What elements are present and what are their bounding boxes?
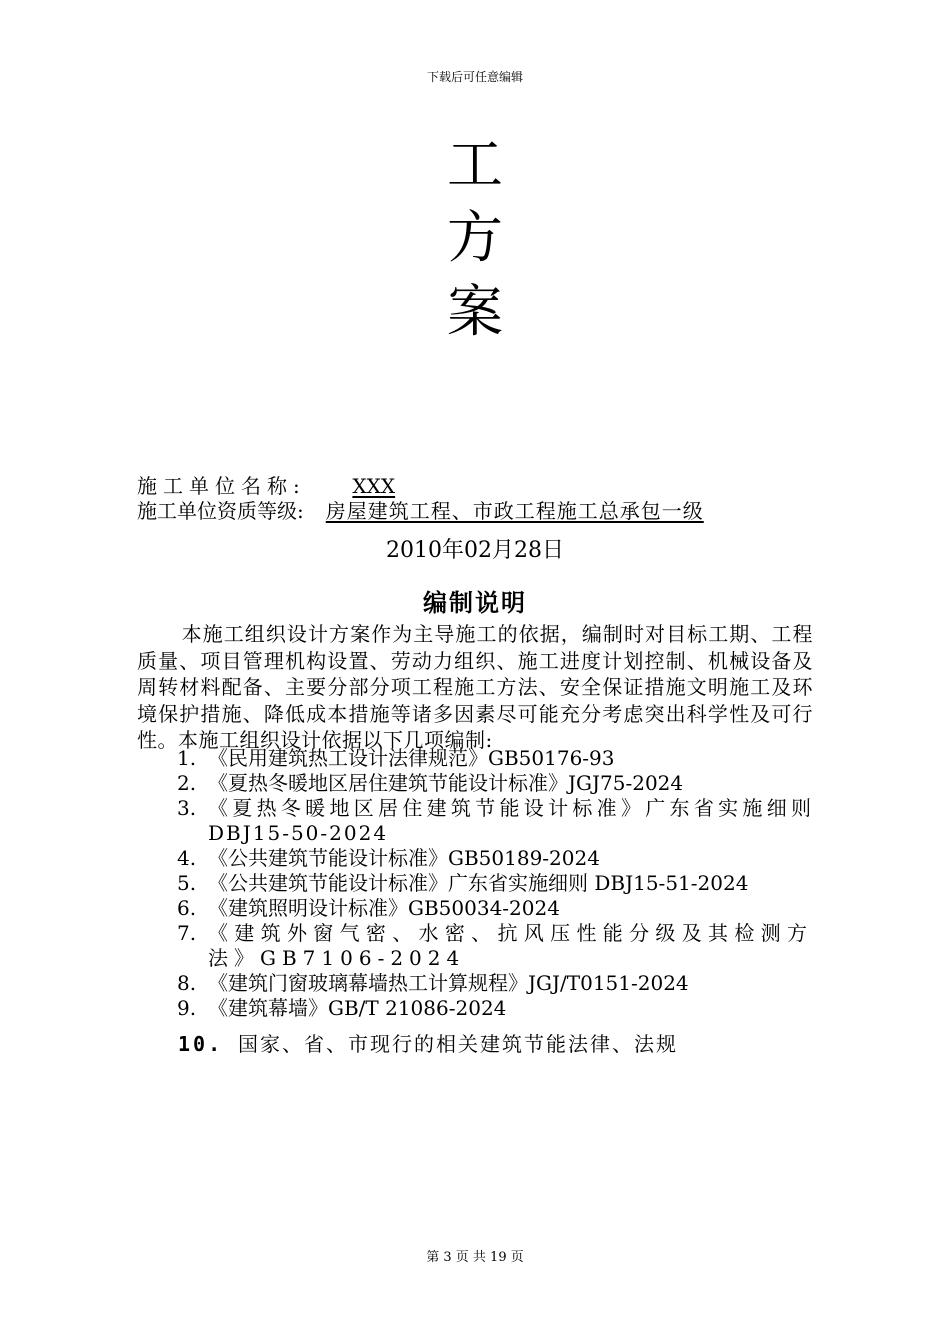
document-date: 2010年02月28日 [386,538,564,563]
list-item-text: 《公共建筑节能设计标准》GB50189-2024 [208,846,600,870]
list-item-text: 《建筑幕墙》GB/T 21086-2024 [208,996,507,1020]
list-item-text: 《夏热冬暖地区居住建筑节能设计标准》JGJ75-2024 [208,771,684,795]
list-item [137,896,813,921]
qualification-value: 房屋建筑工程、市政工程施工总承包一级 [325,499,704,523]
list-item-number: 4. [177,846,197,870]
company-name-label: 施工单位名称: [137,474,306,498]
list-item-text: 《建筑外窗气密、水密、抗风压性能分级及其检测方法》GB7106-2024 [208,921,813,970]
list-item-number: 1. [177,746,197,770]
list-item-text: 《建筑照明设计标准》GB50034-2024 [208,896,560,920]
qualification-label: 施工单位资质等级: [137,499,304,523]
list-item [137,846,813,871]
list-item-number: 5. [177,871,197,895]
list-item-text: 《民用建筑热工设计法律规范》GB50176-93 [208,746,615,770]
list-item [137,871,813,896]
list-item-text: 《夏热冬暖地区居住建筑节能设计标准》广东省实施细则DBJ15-50-2024 [208,796,813,845]
list-item-number: 2. [177,771,197,795]
intro-text: 本施工组织设计方案作为主导施工的依据，编制时对目标工期、工程质量、项目管理机构设置、劳动力组织、施工进度计划控制、机械设备及周转材料配备、主要分部分项工程施工方法、安全保证措施文明施工及环境保护措施、降低成本措施等诸多因素尽可能充分考虑突出科学性及可行性。本施工组织设计依据以下几项编制: [137,622,813,752]
header-note: 下载后可任意编辑 [426,70,523,84]
title-char-3: 案 [447,280,503,345]
list-item [137,971,813,996]
list-item-text: 国家、省、市现行的相关建筑节能法律、法规 [238,1032,678,1056]
reference-list [137,746,813,1057]
section-title: 编制说明 [423,589,527,617]
list-item-number: 6. [177,896,197,920]
list-item [137,746,813,771]
intro-paragraph [137,621,813,754]
list-item-text: 《公共建筑节能设计标准》广东省实施细则 DBJ15-51-2024 [208,871,749,895]
list-item [137,996,813,1021]
list-item [137,771,813,796]
list-item-number: 7. [177,921,197,945]
list-item-number: 9. [177,996,197,1020]
list-item-number: 8. [177,971,197,995]
company-name-line [137,474,438,498]
list-item [137,1032,813,1057]
list-item-text: 《建筑门窗玻璃幕墙热工计算规程》JGJ/T0151-2024 [208,971,689,995]
title-char-2: 方 [447,206,503,271]
list-item [137,796,813,846]
list-item [137,921,813,971]
title-char-1: 工 [447,133,503,198]
company-name-value: XXX [352,474,396,498]
page-footer: 第 3 页 共 19 页 [426,1250,524,1265]
list-item-number: 10. [178,1032,224,1056]
qualification-line [137,499,716,523]
list-item-number: 3. [177,796,197,820]
